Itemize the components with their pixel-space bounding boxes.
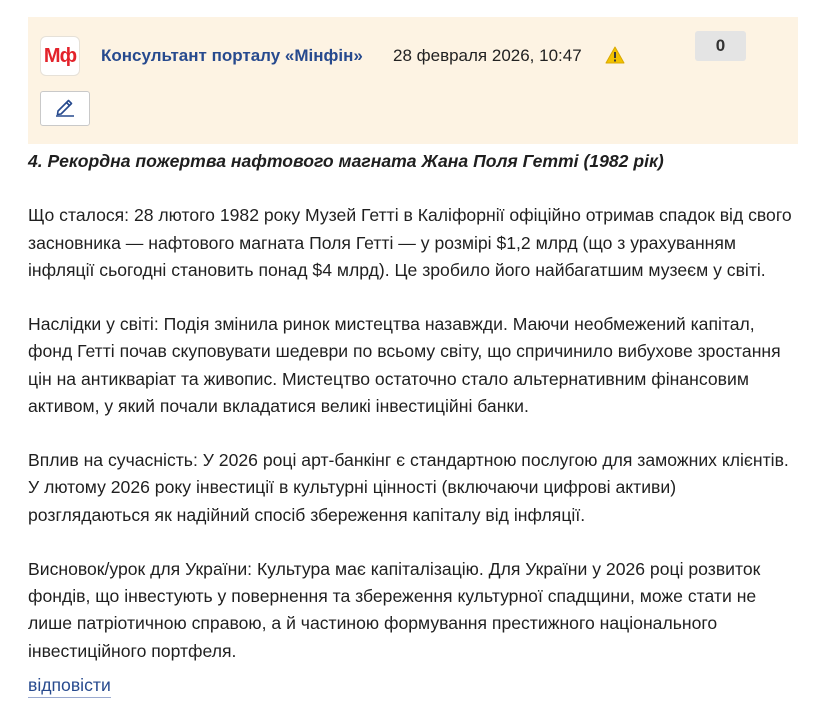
paragraph-consequences: Наслідки у світі: Подія змінила ринок мистецтва назавжди. Маючи необмежений капітал, фонд Гетті почав скуповувати шедеври по всьому світу, що спричинило вибухове зростання цін на антикваріат та живопис. Мистецтво остаточно стало альтернативним фінансовим активом, у який почали вкладатися великі інвестиційні банки. xyxy=(28,314,781,416)
paragraph-conclusion: Висновок/урок для України: Культура має капіталізацію. Для України у 2026 році розвиток фондів, що інвестують у повернення та збереження культурної спадщини, може стати не лише патріотичною справою, а й частиною формування престижного національного інвестиційного портфеля. xyxy=(28,558,761,661)
comment-header xyxy=(28,17,798,144)
paragraph-modern-impact: Вплив на сучасність: У 2026 році арт-банкінг є стандартною послугою для заможних клієнтів. У лютому 2026 року інвестиції в культурні цінності (включаючи цифрові активи) розглядаються як надійний спосіб збереження капіталу від інфляції. xyxy=(28,450,789,525)
edit-button[interactable] xyxy=(40,91,90,126)
comment-body xyxy=(28,148,798,692)
comment-heading: 4. Рекордна пожертва нафтового магната Жана Поля Гетті (1982 рік) xyxy=(28,151,664,171)
logo-text: Мф xyxy=(43,44,77,67)
author-avatar[interactable] xyxy=(40,36,80,76)
reply-link[interactable]: відповісти xyxy=(28,673,111,698)
vote-count-value: 0 xyxy=(715,36,726,55)
pencil-icon xyxy=(53,95,77,122)
vote-count-badge[interactable] xyxy=(695,31,746,61)
comment-datetime: 28 февраля 2026, 10:47 xyxy=(393,46,582,65)
paragraph-what-happened: Що сталося: 28 лютого 1982 року Музей Гетті в Каліфорнії офіційно отримав спадок від свого засновника — нафтового магната Поля Гетті — у розмірі $1,2 млрд (що з урахуванням інфляції сьогодні становить понад $4 млрд). Це зробило його найбагатшим музеєм у світі. xyxy=(28,205,792,280)
author-link[interactable]: Консультант порталу «Мінфін» xyxy=(101,46,363,65)
warning-icon[interactable] xyxy=(605,45,625,65)
